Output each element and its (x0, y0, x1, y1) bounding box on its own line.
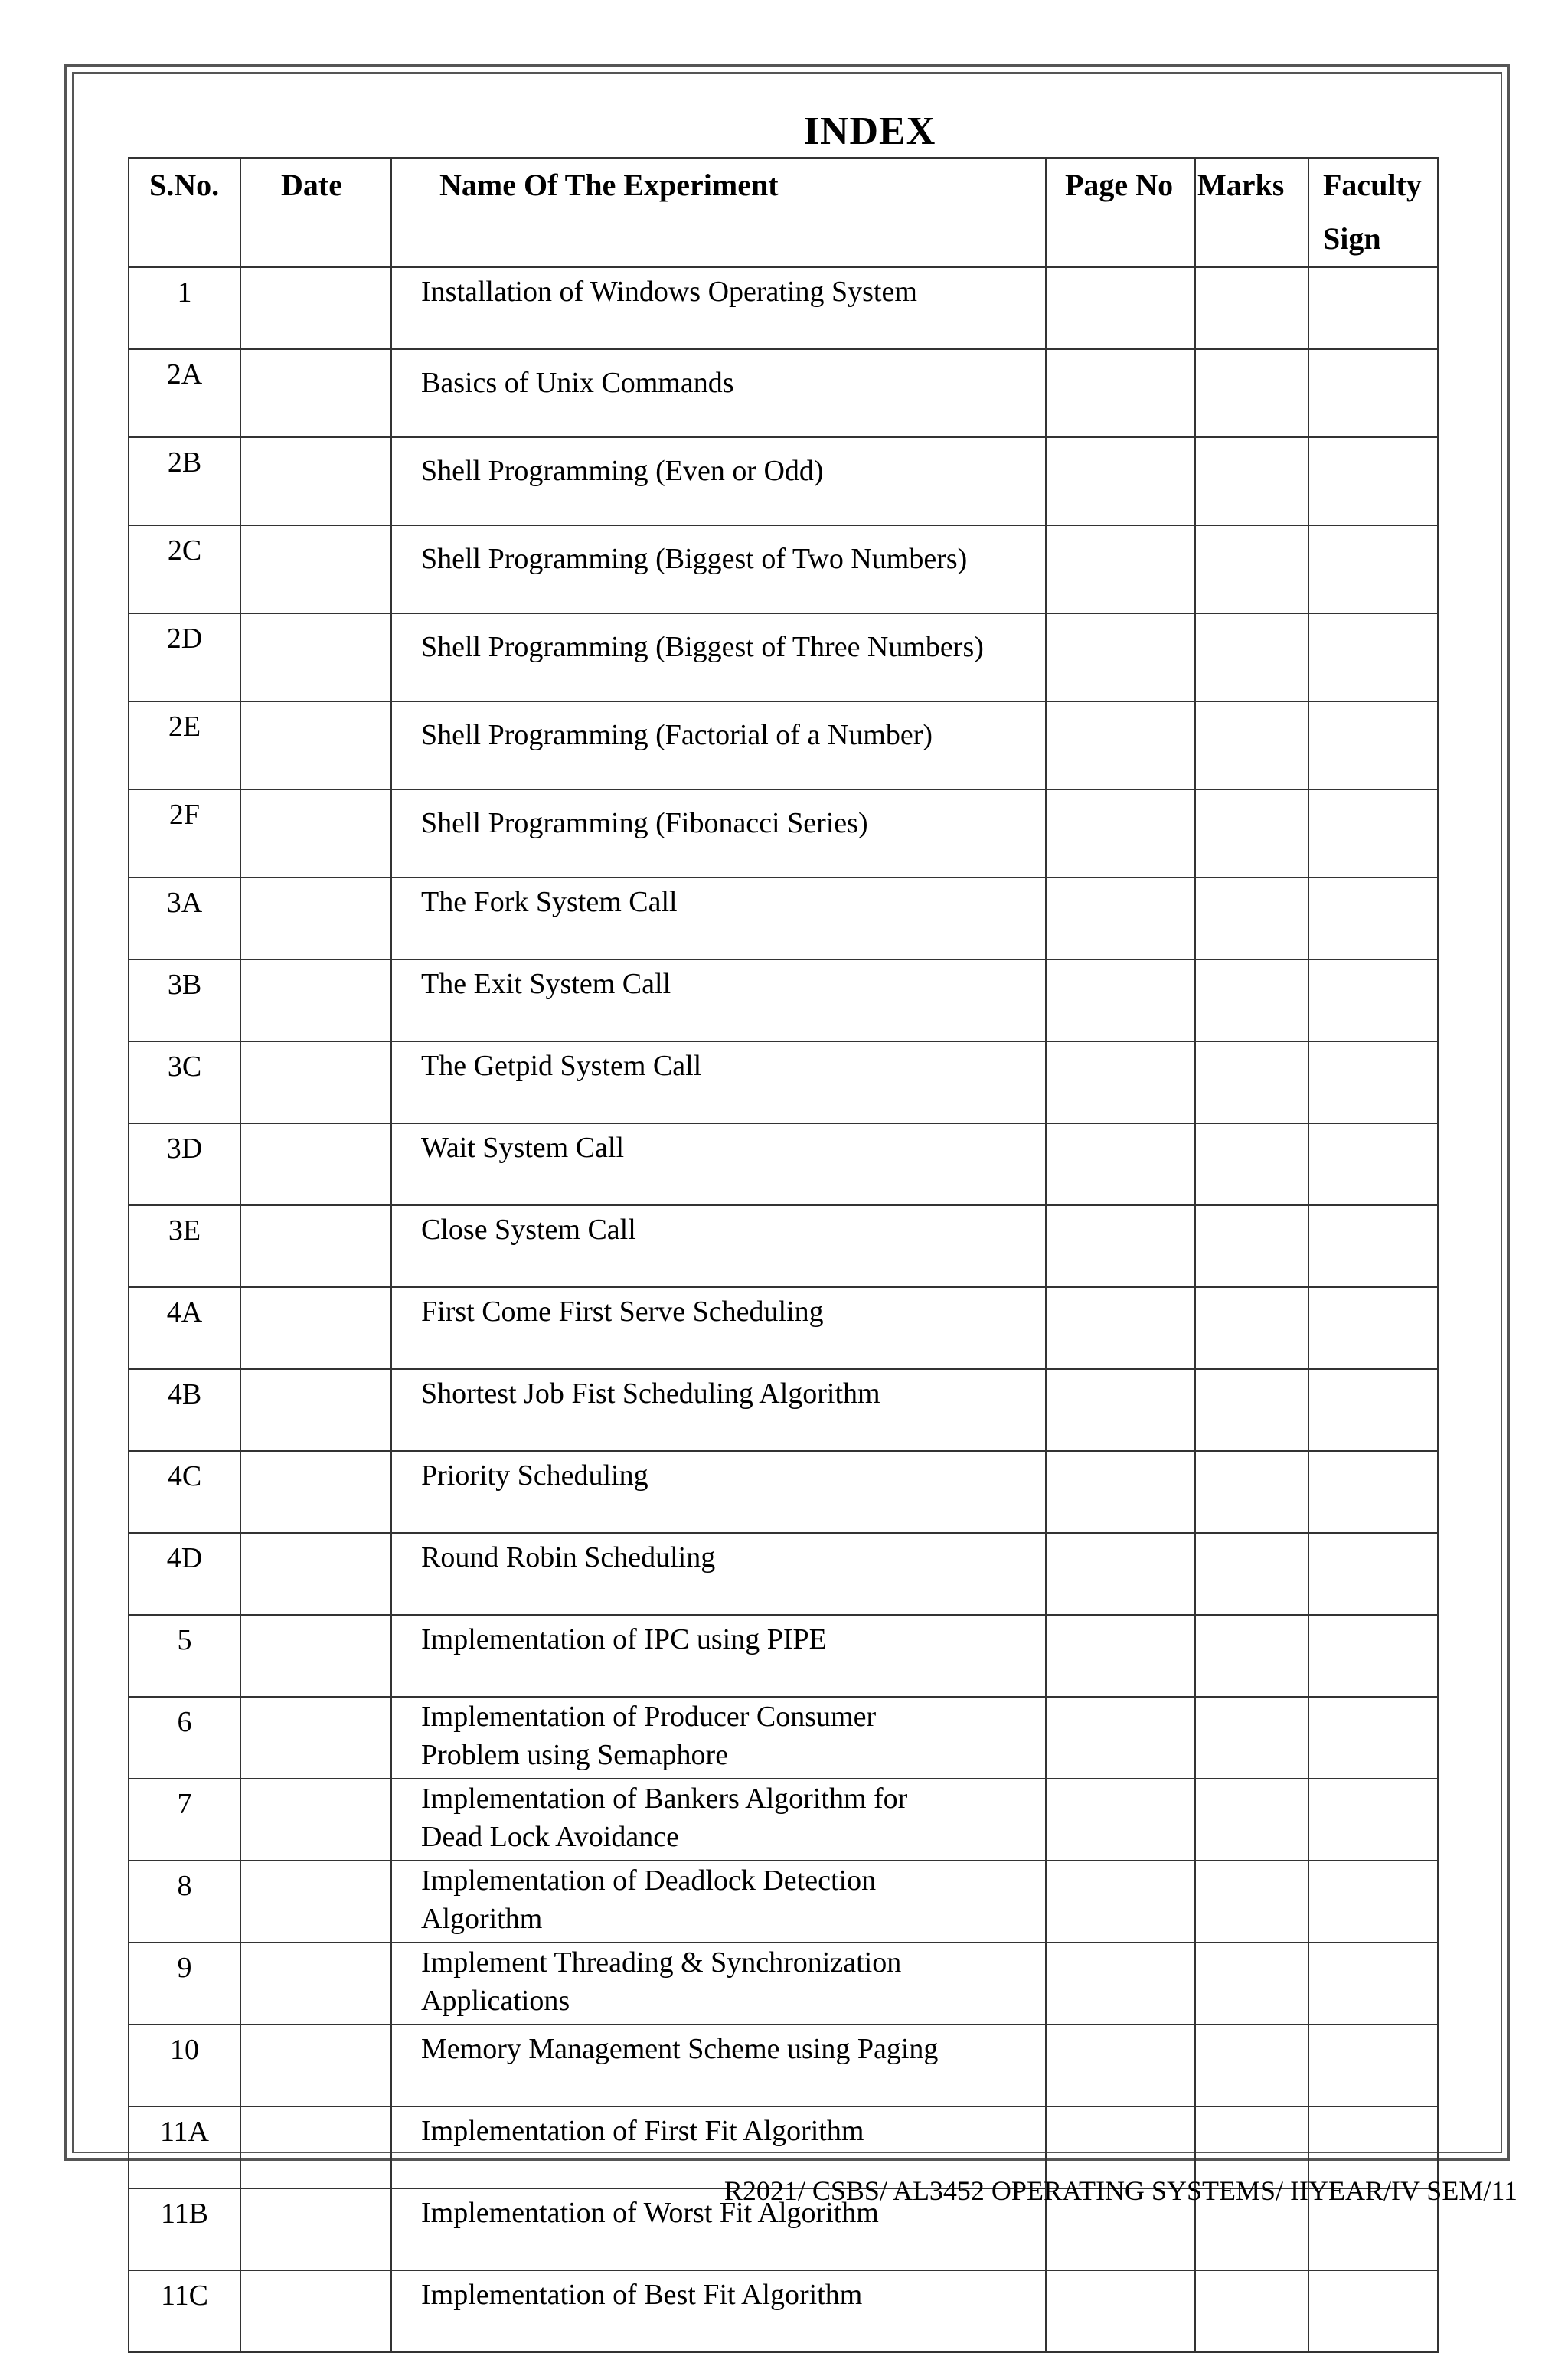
row-marks-cell (1195, 613, 1308, 701)
table-header-row (129, 158, 1438, 267)
row-marks-cell (1195, 789, 1308, 877)
row-marks-cell (1195, 1779, 1308, 1861)
row-page-no-cell (1046, 1451, 1195, 1533)
row-sno: 8 (129, 1861, 240, 1943)
row-date-cell (240, 2106, 391, 2188)
row-date-cell (240, 1287, 391, 1369)
experiment-name-line: Close System Call (421, 1214, 636, 1246)
row-page-no-cell (1046, 789, 1195, 877)
header-page-no: Page No (1046, 158, 1195, 267)
row-experiment-name (391, 349, 1046, 437)
row-date-cell (240, 1779, 391, 1861)
table-row (129, 959, 1438, 1041)
table-row (129, 349, 1438, 437)
row-sno: 4A (129, 1287, 240, 1369)
row-sno: 3C (129, 1041, 240, 1123)
row-date-cell (240, 1205, 391, 1287)
experiment-name-line: Shell Programming (Fibonacci Series) (421, 807, 868, 839)
row-sno: 3A (129, 877, 240, 959)
row-marks-cell (1195, 1861, 1308, 1943)
row-sno: 4C (129, 1451, 240, 1533)
header-sno: S.No. (129, 158, 240, 267)
row-date-cell (240, 701, 391, 789)
row-date-cell (240, 959, 391, 1041)
row-page-no-cell (1046, 1041, 1195, 1123)
row-faculty-sign-cell (1308, 1369, 1438, 1451)
row-faculty-sign-cell (1308, 1205, 1438, 1287)
row-marks-cell (1195, 1123, 1308, 1205)
row-marks-cell (1195, 1533, 1308, 1615)
experiment-name-line: Round Robin Scheduling (421, 1541, 716, 1574)
row-faculty-sign-cell (1308, 1697, 1438, 1779)
row-experiment-name (391, 1451, 1046, 1533)
experiment-name-line: First Come First Serve Scheduling (421, 1296, 824, 1328)
row-faculty-sign-cell (1308, 2270, 1438, 2352)
row-experiment-name (391, 1287, 1046, 1369)
table-row (129, 1205, 1438, 1287)
row-faculty-sign-cell (1308, 1533, 1438, 1615)
row-experiment-name (391, 2025, 1046, 2106)
experiment-name-line: Shell Programming (Factorial of a Number) (421, 719, 933, 751)
row-faculty-sign-cell (1308, 1779, 1438, 1861)
row-date-cell (240, 2188, 391, 2270)
row-sno: 11A (129, 2106, 240, 2188)
row-sno: 2C (129, 525, 240, 613)
row-date-cell (240, 1041, 391, 1123)
row-faculty-sign-cell (1308, 877, 1438, 959)
row-faculty-sign-cell (1308, 2025, 1438, 2106)
row-marks-cell (1195, 525, 1308, 613)
row-page-no-cell (1046, 349, 1195, 437)
row-page-no-cell (1046, 959, 1195, 1041)
row-experiment-name (391, 1779, 1046, 1861)
row-marks-cell (1195, 1287, 1308, 1369)
row-experiment-name (391, 701, 1046, 789)
row-marks-cell (1195, 877, 1308, 959)
table-row (129, 1779, 1438, 1861)
header-marks: Marks (1195, 158, 1308, 267)
row-experiment-name (391, 525, 1046, 613)
row-sno: 2A (129, 349, 240, 437)
row-sno: 2F (129, 789, 240, 877)
table-row (129, 1451, 1438, 1533)
row-faculty-sign-cell (1308, 1041, 1438, 1123)
row-page-no-cell (1046, 1697, 1195, 1779)
row-sno: 1 (129, 267, 240, 349)
row-marks-cell (1195, 2270, 1308, 2352)
header-faculty-sign (1308, 158, 1438, 267)
row-page-no-cell (1046, 1615, 1195, 1697)
row-sno: 2B (129, 437, 240, 525)
row-page-no-cell (1046, 1779, 1195, 1861)
row-experiment-name (391, 1861, 1046, 1943)
row-sno: 3D (129, 1123, 240, 1205)
row-marks-cell (1195, 1369, 1308, 1451)
experiment-name-line: Shell Programming (Biggest of Three Numbers) (421, 631, 984, 663)
table-row (129, 1287, 1438, 1369)
page-footer: R2021/ CSBS/ AL3452 OPERATING SYSTEMS/ IIYEAR/IV SEM/11 (724, 2175, 1517, 2206)
row-marks-cell (1195, 349, 1308, 437)
experiment-name-line: Memory Management Scheme using Paging (421, 2033, 939, 2065)
row-page-no-cell (1046, 1861, 1195, 1943)
row-date-cell (240, 2270, 391, 2352)
row-date-cell (240, 789, 391, 877)
row-experiment-name (391, 1615, 1046, 1697)
row-page-no-cell (1046, 437, 1195, 525)
table-row (129, 701, 1438, 789)
row-marks-cell (1195, 1697, 1308, 1779)
row-faculty-sign-cell (1308, 349, 1438, 437)
row-faculty-sign-cell (1308, 701, 1438, 789)
row-date-cell (240, 1451, 391, 1533)
experiment-name-line: Implementation of Bankers Algorithm for (421, 1783, 908, 1815)
row-date-cell (240, 1123, 391, 1205)
row-marks-cell (1195, 1943, 1308, 2025)
row-marks-cell (1195, 437, 1308, 525)
header-experiment-name: Name Of The Experiment (391, 158, 1046, 267)
row-experiment-name (391, 959, 1046, 1041)
row-page-no-cell (1046, 525, 1195, 613)
row-sno: 2E (129, 701, 240, 789)
page-title: INDEX (803, 109, 936, 153)
header-faculty: Faculty (1323, 168, 1422, 202)
experiment-name-line: The Getpid System Call (421, 1050, 702, 1082)
table-row (129, 1041, 1438, 1123)
table-row (129, 1861, 1438, 1943)
table-row (129, 2025, 1438, 2106)
experiment-name-line: Dead Lock Avoidance (421, 1821, 679, 1853)
row-experiment-name (391, 267, 1046, 349)
experiment-name-line: Shortest Job Fist Scheduling Algorithm (421, 1377, 880, 1410)
row-sno: 2D (129, 613, 240, 701)
row-date-cell (240, 1369, 391, 1451)
experiment-name-line: Implementation of Deadlock Detection (421, 1864, 877, 1897)
experiment-name-line: Implementation of IPC using PIPE (421, 1623, 827, 1655)
experiment-name-line: Implementation of Worst Fit Algorithm (421, 2197, 879, 2229)
experiment-name-line: Shell Programming (Even or Odd) (421, 455, 824, 487)
row-date-cell (240, 1615, 391, 1697)
experiment-name-line: The Fork System Call (421, 886, 678, 918)
table-row (129, 1123, 1438, 1205)
row-faculty-sign-cell (1308, 1123, 1438, 1205)
row-faculty-sign-cell (1308, 959, 1438, 1041)
table-row (129, 437, 1438, 525)
table-row (129, 1943, 1438, 2025)
table-row (129, 789, 1438, 877)
row-date-cell (240, 525, 391, 613)
row-sno: 11B (129, 2188, 240, 2270)
experiment-name-line: Implementation of Best Fit Algorithm (421, 2279, 863, 2311)
row-marks-cell (1195, 1041, 1308, 1123)
row-sno: 6 (129, 1697, 240, 1779)
row-date-cell (240, 267, 391, 349)
row-date-cell (240, 1943, 391, 2025)
row-faculty-sign-cell (1308, 789, 1438, 877)
header-sign: Sign (1323, 221, 1381, 256)
row-faculty-sign-cell (1308, 1451, 1438, 1533)
experiment-name-line: Problem using Semaphore (421, 1739, 729, 1771)
row-marks-cell (1195, 959, 1308, 1041)
row-sno: 10 (129, 2025, 240, 2106)
row-date-cell (240, 1533, 391, 1615)
row-marks-cell (1195, 2025, 1308, 2106)
row-experiment-name (391, 877, 1046, 959)
row-page-no-cell (1046, 1943, 1195, 2025)
row-marks-cell (1195, 701, 1308, 789)
row-experiment-name (391, 1943, 1046, 2025)
row-marks-cell (1195, 1615, 1308, 1697)
row-page-no-cell (1046, 1123, 1195, 1205)
experiment-name-line: Installation of Windows Operating System (421, 276, 917, 308)
row-sno: 5 (129, 1615, 240, 1697)
row-date-cell (240, 613, 391, 701)
row-date-cell (240, 349, 391, 437)
index-table (128, 157, 1439, 2353)
row-sno: 7 (129, 1779, 240, 1861)
row-sno: 3B (129, 959, 240, 1041)
experiment-name-line: Algorithm (421, 1903, 543, 1935)
row-page-no-cell (1046, 1287, 1195, 1369)
row-experiment-name (391, 613, 1046, 701)
experiment-name-line: Basics of Unix Commands (421, 367, 734, 399)
row-faculty-sign-cell (1308, 437, 1438, 525)
table-row (129, 525, 1438, 613)
table-row (129, 2270, 1438, 2352)
row-sno: 11C (129, 2270, 240, 2352)
row-faculty-sign-cell (1308, 613, 1438, 701)
row-sno: 4D (129, 1533, 240, 1615)
row-experiment-name (391, 789, 1046, 877)
experiment-name-line: Priority Scheduling (421, 1459, 648, 1492)
table-row (129, 1615, 1438, 1697)
row-date-cell (240, 1861, 391, 1943)
row-page-no-cell (1046, 2025, 1195, 2106)
row-experiment-name (391, 1533, 1046, 1615)
row-page-no-cell (1046, 1369, 1195, 1451)
header-date: Date (240, 158, 391, 267)
row-date-cell (240, 1697, 391, 1779)
row-page-no-cell (1046, 877, 1195, 959)
table-row (129, 613, 1438, 701)
experiment-name-line: Implementation of First Fit Algorithm (421, 2115, 864, 2147)
row-experiment-name (391, 1041, 1046, 1123)
row-experiment-name (391, 1697, 1046, 1779)
experiment-name-line: Implementation of Producer Consumer (421, 1701, 877, 1733)
table-row (129, 267, 1438, 349)
row-page-no-cell (1046, 267, 1195, 349)
row-faculty-sign-cell (1308, 1287, 1438, 1369)
row-experiment-name (391, 1205, 1046, 1287)
row-page-no-cell (1046, 1205, 1195, 1287)
row-date-cell (240, 877, 391, 959)
table-row (129, 1697, 1438, 1779)
table-row (129, 1533, 1438, 1615)
row-faculty-sign-cell (1308, 1943, 1438, 2025)
table-row (129, 1369, 1438, 1451)
row-marks-cell (1195, 1205, 1308, 1287)
row-sno: 9 (129, 1943, 240, 2025)
row-experiment-name (391, 1123, 1046, 1205)
row-experiment-name (391, 2270, 1046, 2352)
table-row (129, 877, 1438, 959)
experiment-name-line: The Exit System Call (421, 968, 671, 1000)
row-faculty-sign-cell (1308, 525, 1438, 613)
experiment-name-line: Wait System Call (421, 1132, 625, 1164)
row-page-no-cell (1046, 2270, 1195, 2352)
row-date-cell (240, 437, 391, 525)
experiment-name-line: Applications (421, 1985, 570, 2017)
row-marks-cell (1195, 267, 1308, 349)
experiment-name-line: Shell Programming (Biggest of Two Numbers) (421, 543, 968, 575)
row-faculty-sign-cell (1308, 1615, 1438, 1697)
row-sno: 3E (129, 1205, 240, 1287)
row-page-no-cell (1046, 613, 1195, 701)
row-date-cell (240, 2025, 391, 2106)
row-page-no-cell (1046, 701, 1195, 789)
row-experiment-name (391, 437, 1046, 525)
row-marks-cell (1195, 1451, 1308, 1533)
row-experiment-name (391, 1369, 1046, 1451)
row-faculty-sign-cell (1308, 1861, 1438, 1943)
experiment-name-line: Implement Threading & Synchronization (421, 1946, 902, 1979)
row-faculty-sign-cell (1308, 267, 1438, 349)
row-page-no-cell (1046, 1533, 1195, 1615)
row-sno: 4B (129, 1369, 240, 1451)
